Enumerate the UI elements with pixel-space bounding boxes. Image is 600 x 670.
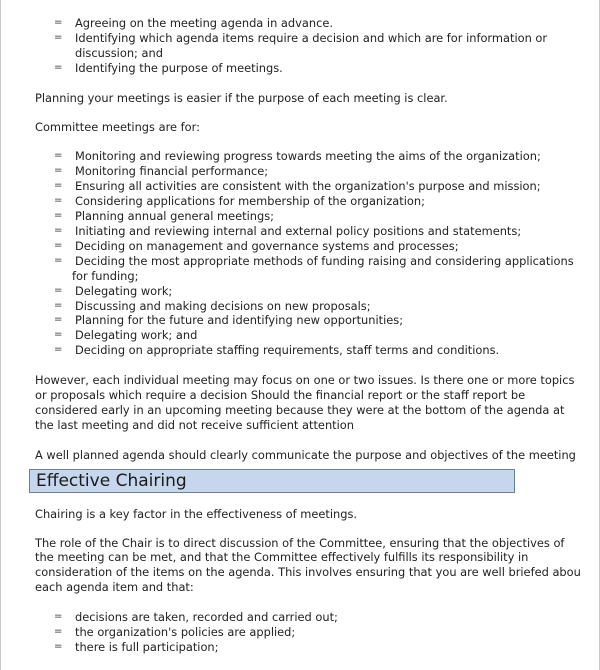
bullet-icon: = <box>54 344 63 356</box>
bullet-icon: = <box>54 626 63 638</box>
bullet-icon: = <box>54 284 63 296</box>
list-item: = Deciding the most appropriate methods of funding raising and considering applications <box>54 253 574 268</box>
bullet-icon: = <box>54 195 63 207</box>
bullet-icon: = <box>54 314 63 326</box>
list-item: = Deciding on management and governance systems and processes; <box>54 238 459 253</box>
list-item: = Delegating work; and <box>54 328 198 343</box>
list-item-continuation: discussion; and <box>75 45 163 60</box>
list-item: = Planning annual general meetings; <box>54 209 274 224</box>
list-item: = Delegating work; <box>54 283 173 298</box>
list-item: = Agreeing on the meeting agenda in advance. <box>54 16 333 30</box>
bullet-icon: = <box>54 299 63 311</box>
intro-bullet-list <box>35 16 595 76</box>
bullet-icon: = <box>54 641 63 652</box>
list-item: = Planning for the future and identifying new opportunities; <box>54 313 404 328</box>
paragraph-role: The role of the Chair is to direct discussion of the Committee, ensuring that the objectives of the meeting can be met, and that the Committee effectively fulfills its responsibility in consideration of the items on the agenda. This involves ensuring that you are well briefed abou each agenda item and that: <box>35 535 581 595</box>
paragraph-however: However, each individual meeting may focus on one or two issues. Is there one or more topics or proposals which require a decision Should the financial report or the staff report be considered early in an upcoming meeting because they were at the bottom of the agenda at the last meeting and did not receive sufficient attention <box>35 373 575 432</box>
list-item: = Monitoring and reviewing progress towards meeting the aims of the organization; <box>54 149 541 164</box>
bullet-icon: = <box>54 31 63 43</box>
paragraph-committee: Committee meetings are for: <box>35 119 200 134</box>
bullet-icon: = <box>54 611 63 623</box>
bullet-icon: = <box>54 61 63 73</box>
bullet-icon: = <box>54 150 63 162</box>
chair-bullet-list <box>35 610 595 655</box>
paragraph-agenda: A well planned agenda should clearly communicate the purpose and objectives of the meeting <box>35 447 576 462</box>
section-heading: Effective Chairing <box>29 469 515 493</box>
list-item-continuation: for funding; <box>72 268 139 283</box>
list-item: = Identifying which agenda items require a decision and which are for information or <box>54 30 548 45</box>
list-item: = Deciding on appropriate staffing requirements, staff terms and conditions. <box>54 343 500 358</box>
list-item: = the organization's policies are applied; <box>54 625 296 640</box>
list-item: = Initiating and reviewing internal and external policy positions and statements; <box>54 223 522 238</box>
bullet-icon: = <box>54 180 63 192</box>
list-item: = decisions are taken, recorded and carried out; <box>54 610 338 625</box>
paragraph-purpose: Planning your meetings is easier if the purpose of each meeting is clear. <box>35 90 448 105</box>
document-body <box>35 16 595 655</box>
bullet-icon: = <box>54 239 63 251</box>
list-item: = Monitoring financial performance; <box>54 164 269 179</box>
bullet-icon: = <box>54 224 63 236</box>
list-item: = Discussing and making decisions on new proposals; <box>54 298 371 313</box>
paragraph-chairing: Chairing is a key factor in the effectiveness of meetings. <box>35 506 357 521</box>
bullet-icon: = <box>54 17 63 28</box>
list-item: = Identifying the purpose of meetings. <box>54 60 283 75</box>
bullet-icon: = <box>54 329 63 341</box>
list-item: = there is full participation; <box>54 640 219 654</box>
list-item: = Ensuring all activities are consistent with the organization's purpose and mission; <box>54 179 541 194</box>
bullet-icon: = <box>54 210 63 222</box>
list-item: = Considering applications for membership of the organization; <box>54 194 425 209</box>
bullet-icon: = <box>54 254 63 266</box>
bullet-icon: = <box>54 165 63 177</box>
committee-bullet-list <box>35 149 595 358</box>
